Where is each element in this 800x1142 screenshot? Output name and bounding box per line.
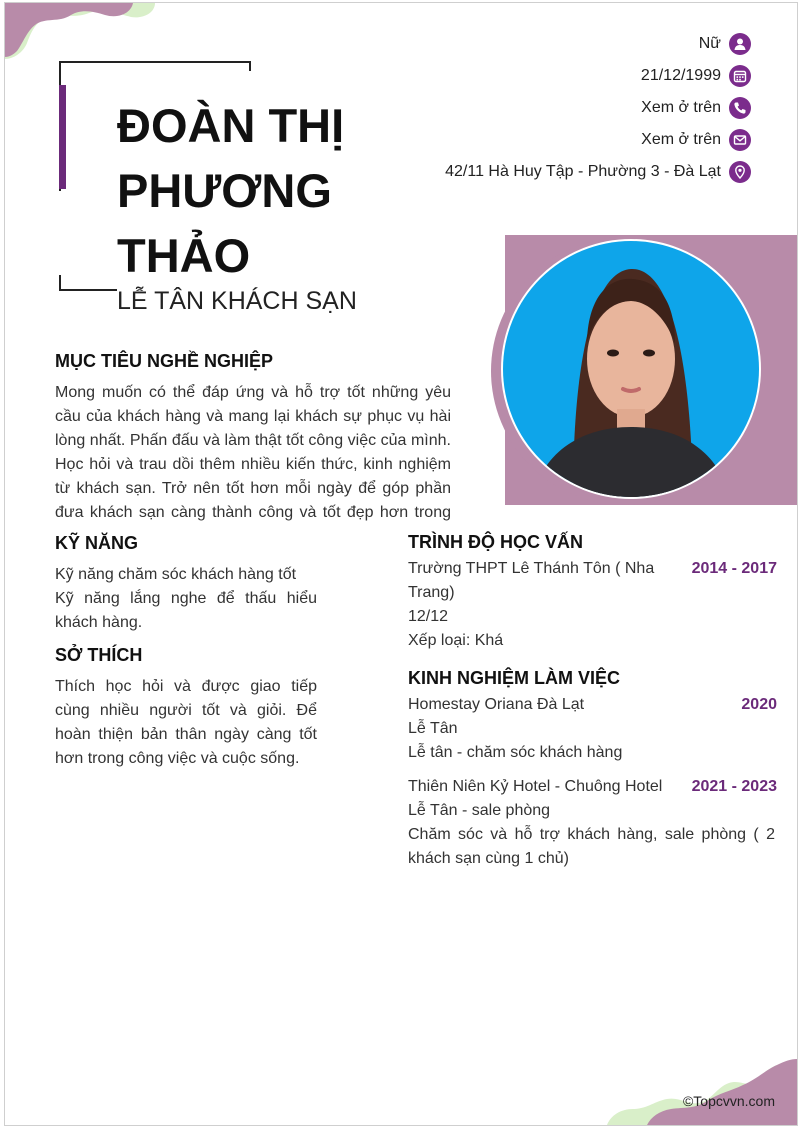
corner-blob-top-left <box>5 3 165 63</box>
contact-address <box>291 161 751 183</box>
contact-gender <box>291 33 751 55</box>
objective-title: MỤC TIÊU NGHỀ NGHIỆP <box>55 351 274 371</box>
name-accent-bar <box>59 85 66 189</box>
candidate-name <box>117 93 417 288</box>
phone-icon <box>729 97 751 119</box>
profile-photo <box>501 239 761 499</box>
job-position: Lễ Tân - sale phòng <box>408 802 551 819</box>
job-title: LỄ TÂN KHÁCH SẠN <box>117 287 357 315</box>
name-frame-top <box>59 61 251 63</box>
education-title: TRÌNH ĐỘ HỌC VẤN <box>408 532 583 552</box>
job-company: Homestay Oriana Đà Lạt <box>408 696 585 713</box>
location-pin-icon <box>729 161 751 183</box>
name-line-2: PHƯƠNG <box>117 164 332 217</box>
education-grade: 12/12 <box>408 608 449 625</box>
address-text: 42/11 Hà Huy Tập - Phường 3 - Đà Lạt <box>445 163 721 180</box>
calendar-icon <box>729 65 751 87</box>
education-rank: Xếp loại: Khá <box>408 632 504 649</box>
birthday-text: 21/12/1999 <box>640 67 721 84</box>
education-years: 2014 - 2017 <box>691 560 777 577</box>
name-frame-gap <box>59 191 63 275</box>
email-text: Xem ở trên <box>641 131 721 148</box>
phone-text: Xem ở trên <box>641 99 721 116</box>
user-icon <box>729 33 751 55</box>
education-school: Trường THPT Lê Thánh Tôn ( Nha Trang) <box>408 560 655 601</box>
gender-text: Nữ <box>698 35 721 52</box>
hobbies-title: SỞ THÍCH <box>55 645 143 665</box>
mail-icon <box>729 129 751 151</box>
hobbies-text: Thích học hỏi và được giao tiếp cùng nhiều người tốt và giỏi. Để hoàn thiện bản thân ngày càng tốt hơn trong công việc và cuộc sống. <box>55 678 317 767</box>
name-line-1: ĐOÀN THỊ <box>117 99 345 152</box>
name-frame-tick <box>249 61 251 71</box>
contact-email <box>291 129 751 151</box>
job-position: Lễ Tân <box>408 720 458 737</box>
copyright-footer: ©Topcvvn.com <box>682 1093 775 1109</box>
experience-title: KINH NGHIỆM LÀM VIỆC <box>408 668 621 688</box>
job-description: Chăm sóc và hỗ trợ khách hàng, sale phòng ( 2 khách sạn cùng 1 chủ) <box>408 826 775 867</box>
contact-phone <box>291 97 751 119</box>
job-years: 2020 <box>741 696 777 713</box>
contact-birthday <box>291 65 751 87</box>
name-frame-bottom <box>59 289 117 291</box>
job-description: Lễ tân - chăm sóc khách hàng <box>408 744 623 761</box>
objective-text: Mong muốn có thể đáp ứng và hỗ trợ tốt những yêu cầu của khách hàng và mang lại khách sự phục vụ hài lòng nhất. Phấn đấu và làm thật tốt công việc của mình. Học hỏi và trau dồi thêm nhiều kiến thức, kinh nghiệm từ khách sạn. Trở nên tốt hơn mỗi ngày để góp phần đưa khách sạn càng thành công và tốt đẹp hơn trong <box>55 384 451 521</box>
skill-item: Kỹ năng lắng nghe để thấu hiểu khách hàng. <box>55 590 317 631</box>
job-years: 2021 - 2023 <box>691 778 777 795</box>
job-company: Thiên Niên Kỷ Hotel - Chuông Hotel <box>408 778 663 795</box>
skill-item: Kỹ năng chăm sóc khách hàng tốt <box>55 566 297 583</box>
skills-title: KỸ NĂNG <box>55 533 139 553</box>
corner-blob-bottom-right <box>607 1059 797 1125</box>
name-line-3: THẢO <box>117 229 251 282</box>
skills-list <box>55 563 317 635</box>
resume-page <box>4 2 798 1126</box>
